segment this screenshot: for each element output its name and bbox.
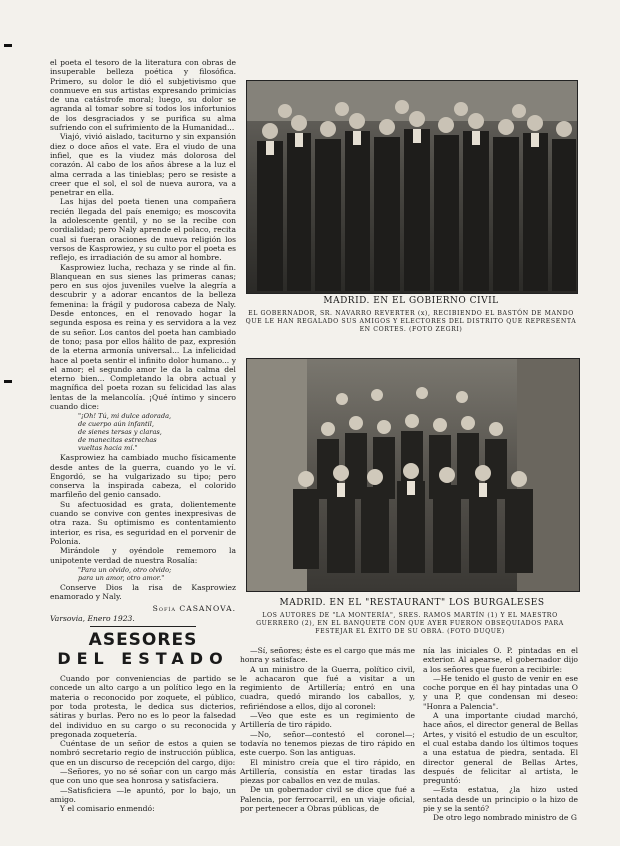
photo-caption: EL GOBERNADOR, SR. NAVARRO REVERTER (x), RECIBIENDO EL BASTÓN DE MANDO QUE LE HAN REGALADO SUS AMIGOS Y ELECTORES DEL DISTRITO QUE REPRESENTA EN CORTES. (FOTO ZEGRI)	[245, 310, 577, 333]
paragraph: A una importante ciudad marchó, hace años, el director general de Bellas Artes, y visitó el estudio de un escultor, el cual estaba dando los últimos toques a una estatua de piedra, sentada. El director general de Bellas Artes, después de felicitar al artista, le preguntó:	[423, 711, 578, 786]
margin-mark	[4, 380, 12, 383]
left-column	[50, 58, 236, 844]
poem-line: de cuerpo aún infantil,	[78, 420, 154, 429]
paragraph: —Veo que este es un regimiento de Artillería de tiro rápido.	[240, 711, 415, 730]
poem	[78, 566, 236, 582]
poem-line: "¡Oh! Tú, mi dulce adorada,	[78, 412, 172, 421]
paragraph: —Sí, señores; éste es el cargo que más me honra y satisface.	[240, 646, 415, 665]
paragraph: Viajó, vivió aislado, taciturno y sin expansión diez o doce años el vate. Era el viudo de una infiel, que es la viudez más dolorosa del corazón. Al cabo de los años ábrese a la luz el alma cerrada a las tinieblas; pero se resiste a creer que el sol, el sol de nueva aurora, va a penetrar en ella.	[50, 132, 236, 198]
paragraph: Cuando por conveniencias de partido se concede un alto cargo a un político lego en la materia o reconocido por zoquete, el público, por toda protesta, le dedica sus dicterios, sátiras y burlas. Pero no es lo peor la falsedad del individuo en su cargo o su reconocida y pregonada zoquetería.	[50, 674, 236, 739]
paragraph: Mirándole y oyéndole rememoro la unipotente verdad de nuestra Rosalía:	[50, 546, 236, 565]
right-column	[423, 646, 578, 842]
paragraph: nía las iniciales O. P. pintadas en el exterior. Al apearse, el gobernador dijo a los señores que fueron a recibirle:	[423, 646, 578, 674]
middle-column	[240, 646, 415, 842]
photo-caption: LOS AUTORES DE "LA MONTERÍA", SRES. RAMOS MARTÍN (1) Y EL MAESTRO GUERRERO (2), EN EL BANQUETE CON QUE AYER FUERON OBSEQUIADOS PARA FESTEJAR EL ÉXITO DE SU OBRA. (FOTO DUQUE)	[256, 612, 564, 635]
photo-title: MADRID. EN EL GOBIERNO CIVIL	[323, 296, 499, 306]
poem-line: de sienes tersas y claras,	[78, 428, 162, 437]
paragraph: —Esta estatua, ¿la hizo usted sentada desde un principio o la hizo de pie y se la sentó?	[423, 785, 578, 814]
paragraph: De un gobernador civil se dice que fué a Palencia, por ferrocarril, en un viaje oficial, por pertenecer a Obras públicas, de	[240, 785, 415, 814]
poem	[78, 412, 236, 452]
poem-line: vueltas hacia mí."	[78, 444, 138, 453]
paragraph: Kasprowiez lucha, rechaza y se rinde al fin. Blanquean en sus sienes las primeras canas; pero en sus ojos juveniles vuelve la alegría a descubrir y a adorar encantos de la belleza femenina: la frágil y pudorosa cabeza de Naly. Desde entonces, en el renovado hogar la segunda esposa es reina y es servidora a la vez de su señor. Los cantos del poeta han cambiado de tono; pasa por ellos hálito de paz, expresión de la eterna armonía universal... La infelicidad hace al poeta sentir el infinito dolor humano... y el amor; el segundo amor le da la calma del eterno bien... Completando la obra actual y magnífica del poeta rozan su felicidad las alas lentas de la melancolía. ¡Qué íntimo y sincero cuando dice:	[50, 262, 236, 411]
paragraph: Su afectuosidad es grata, dolientemente cuando se convive con gentes inexpresivas de otra raza. Su optimismo es contentamiento interior, es risa, es seguridad en el porvenir de Polonia.	[50, 499, 236, 546]
dateline: Varsovia, Enero 1923.	[50, 613, 135, 623]
paragraph: —No, señor—contestó el coronel—; todavía no tenemos piezas de tiro rápido en este cuerpo. Son las antiguas.	[240, 729, 415, 758]
paragraph: A un ministro de la Guerra, político civil, le achacaron que fué a visitar a un regimiento de Artillería; entró en una cuadra, quedó mirando los caballos, y, refiriéndose a ellos, dijo al coronel:	[240, 664, 415, 711]
paragraph: El ministro creía que el tiro rápido, en Artillería, consistía en estar tiradas las piezas por caballos en vez de mulas.	[240, 757, 415, 786]
poem-line: "Para un olvido, otro olvido;	[78, 565, 172, 574]
signature: Sofía CASANOVA.	[152, 604, 236, 614]
paragraph: el poeta el tesoro de la literatura con obras de insuperable belleza poética y filosófica. Primero, su dolor le dió el subjetivismo que conmueve en sus artistas expresando primicias de una catástrofe moral; luego, su dolor se agranda al tomar sobre sí todos los infortunios de los desgraciados y se purifica su alma sufriendo con el sufrimiento de la Humanidad...	[50, 58, 236, 133]
paragraph: Conserve Dios la risa de Kasprowiez enamorado y Naly.	[50, 582, 236, 602]
paragraph: Las hijas del poeta tienen una compañera recién llegada del país enemigo; es moscovita la adolescente gentil, y no se la recibe con cordialidad; pero Naly aprende el polaco, recita cual si fueran oraciones de nueva religión los versos de Kasprowiez, y su culto por el poeta es reflejo, es irradiación de su amor al hombre.	[50, 197, 236, 263]
paragraph: Y el comisario enmendó:	[60, 804, 155, 814]
paragraph: De otro lego nombrado ministro de G	[433, 813, 577, 823]
paragraph: —He tenido el gusto de venir en ese coche porque en él hay pintadas una O y una P, que condensan mi deseo: "Honra a Palencia".	[423, 673, 578, 711]
paragraph: —Señores, yo no sé soñar con un cargo más que con uno que sea honrosa y satisfaciera.	[50, 767, 236, 786]
article-title: ASESORES	[88, 630, 198, 651]
article-title: DEL ESTADO	[57, 649, 229, 669]
divider	[90, 626, 196, 627]
poem-line: de manecitas estrechas	[78, 436, 157, 445]
paragraph: Kasprowiez ha cambiado mucho físicamente desde antes de la guerra, cuando yo le ví. Engordó, se ha vulgarizado su tipo; pero conserva la inspirada cabeza, el colorido marfileño del genio cansado.	[50, 453, 236, 500]
paragraph: —Satisficiera —le apuntó, por lo bajo, un amigo.	[50, 785, 236, 804]
group-photo	[246, 80, 578, 294]
photo-title: MADRID. EN EL "RESTAURANT" LOS BURGALESES	[279, 598, 545, 608]
margin-mark	[4, 44, 12, 47]
paragraph: Cuéntase de un señor de estos a quien se nombró secretario regio de instrucción pública, que en un discurso de recepción del cargo, dijo:	[50, 739, 236, 767]
group-photo	[246, 358, 580, 592]
poem-line: para un amor, otro amor."	[78, 573, 165, 582]
